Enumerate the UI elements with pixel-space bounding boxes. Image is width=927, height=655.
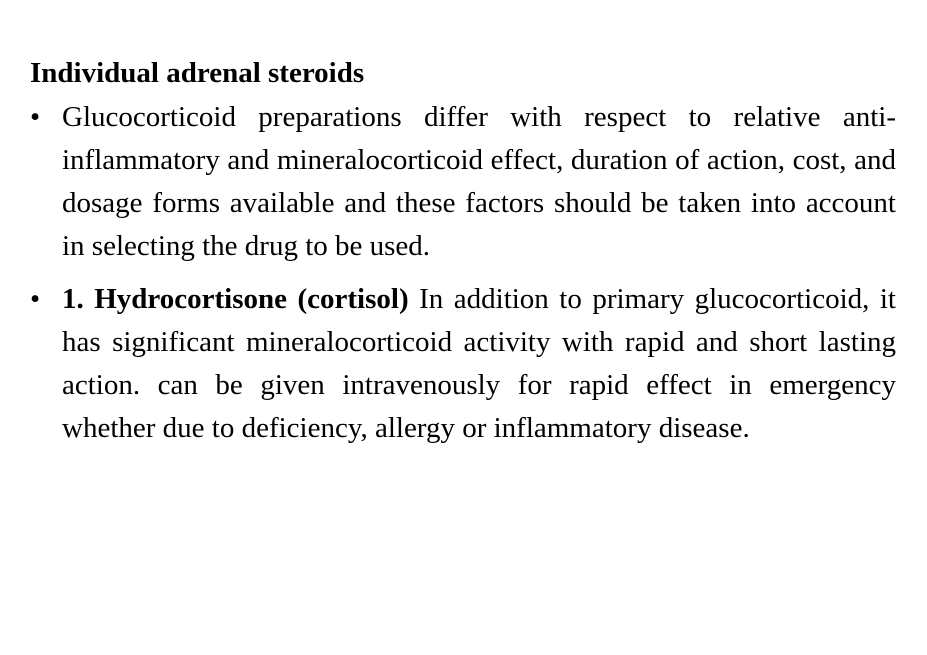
slide-content	[30, 52, 896, 450]
bullet-icon: •	[30, 283, 41, 315]
bullet-lead-term: 1. Hydrocortisone (cortisol)	[62, 283, 409, 315]
slide-heading: Individual adrenal steroids	[30, 57, 365, 89]
bullet-list	[30, 96, 896, 450]
bullet-item-hydrocortisone	[30, 278, 896, 450]
bullet-item-glucocorticoid-preparations	[30, 96, 896, 268]
bullet-text: Glucocorticoid preparations differ with respect to relative anti-inflammatory and mineralocorticoid effect, duration of action, cost, and dosage forms available and these factors should be taken into account in selecting the drug to be used.	[62, 101, 896, 262]
bullet-icon: •	[30, 101, 41, 133]
bullet-text: In addition to primary glucocorticoid, it has significant mineralocorticoid activity with rapid and short lasting action. can be given intravenously for rapid effect in emergency whether due to deficiency, allergy or inflammatory disease.	[62, 283, 896, 444]
